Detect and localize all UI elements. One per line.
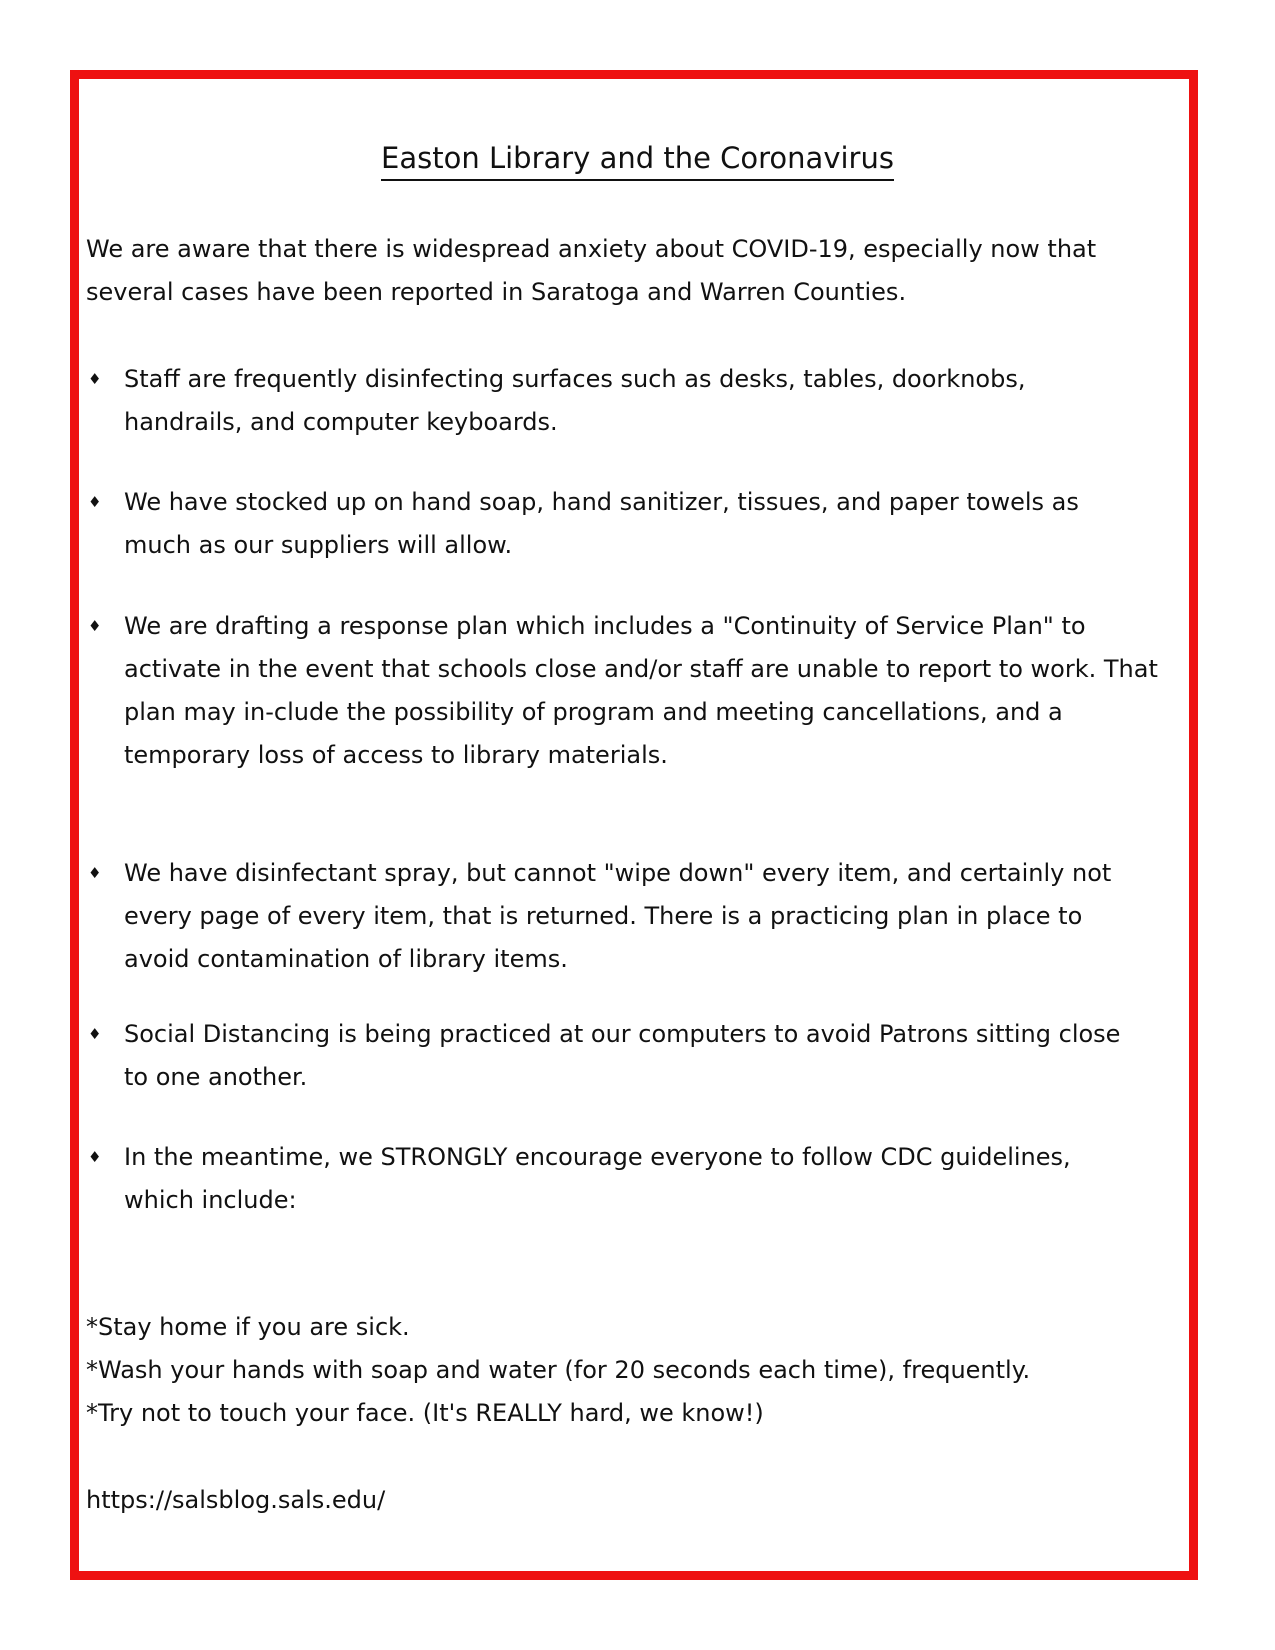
bullet-text: Social Distancing is being practiced at our computers to avoid Patrons sitting close to one another. bbox=[124, 1020, 1121, 1091]
diamond-bullet-icon: ♦ bbox=[88, 493, 102, 511]
guideline-item: *Stay home if you are sick. bbox=[86, 1313, 410, 1341]
website-url: https://salsblog.sals.edu/ bbox=[86, 1486, 386, 1514]
diamond-bullet-icon: ♦ bbox=[88, 617, 102, 635]
diamond-bullet-icon: ♦ bbox=[88, 1025, 102, 1043]
page-title bbox=[0, 138, 1275, 181]
intro-paragraph: We are aware that there is widespread anxiety about COVID-19, especially now that several cases have been reported in Saratoga and Warren Counties. bbox=[86, 235, 1097, 306]
diamond-bullet-icon: ♦ bbox=[88, 370, 102, 388]
guideline-item: *Wash your hands with soap and water (for 20 seconds each time), frequently. bbox=[86, 1356, 1031, 1384]
guideline-item: *Try not to touch your face. (It's REALLY hard, we know!) bbox=[86, 1399, 764, 1427]
bullet-text: We have stocked up on hand soap, hand sanitizer, tissues, and paper towels as much as our suppliers will allow. bbox=[124, 488, 1079, 559]
diamond-bullet-icon: ♦ bbox=[88, 1148, 102, 1166]
bullet-text: In the meantime, we STRONGLY encourage everyone to follow CDC guidelines, which include: bbox=[124, 1143, 1071, 1214]
bullet-text: We are drafting a response plan which includes a "Continuity of Service Plan" to activate in the event that schools close and/or staff are unable to report to work. That plan may in-clude the possibility of program and meeting cancellations, and a temporary loss of access to library materials. bbox=[124, 612, 1158, 769]
bullet-text: We have disinfectant spray, but cannot "wipe down" every item, and certainly not every page of every item, that is returned. There is a practicing plan in place to avoid contamination of library items. bbox=[124, 859, 1112, 973]
page-title-text: Easton Library and the Coronavirus bbox=[381, 138, 894, 181]
bullet-text: Staff are frequently disinfecting surfaces such as desks, tables, doorknobs, handrails, and computer keyboards. bbox=[124, 365, 1026, 436]
diamond-bullet-icon: ♦ bbox=[88, 864, 102, 882]
cdc-guidelines bbox=[86, 1306, 1186, 1435]
